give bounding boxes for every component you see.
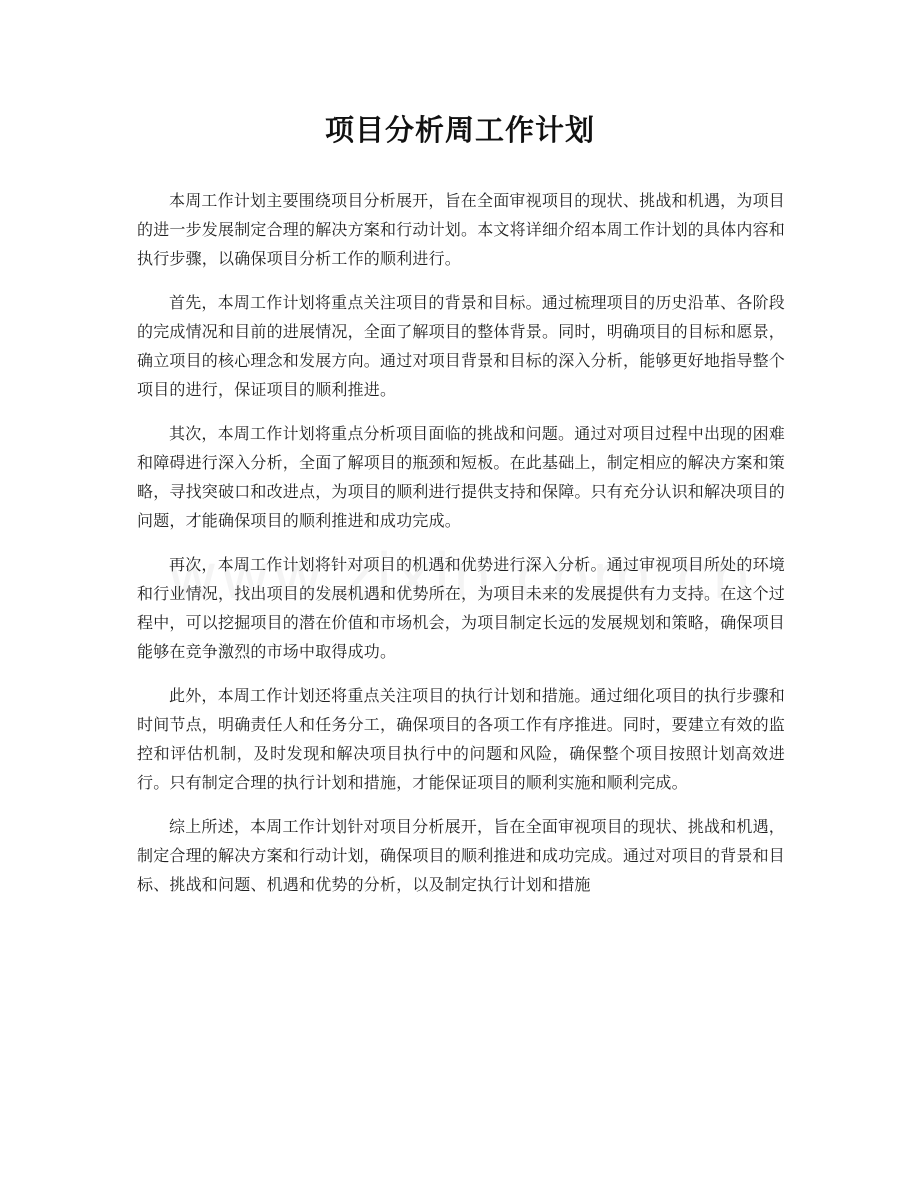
paragraph-intro: 本周工作计划主要围绕项目分析展开，旨在全面审视项目的现状、挑战和机遇，为项目的进一步发展制定合理的解决方案和行动计划。本文将详细介绍本周工作计划的具体内容和执行步骤，以确保项目分析工作的顺利进行。: [137, 191, 786, 268]
paragraph-opportunities: 再次，本周工作计划将针对项目的机遇和优势进行深入分析。通过审视项目所处的环境和行业情况，找出项目的发展机遇和优势所在，为项目未来的发展提供有力支持。在这个过程中，可以挖掘项目的潜在价值和市场机会，为项目制定长远的发展规划和策略，确保项目能够在竞争激烈的市场中取得成功。: [137, 555, 786, 661]
page-title: 项目分析周工作计划: [324, 113, 595, 147]
paragraph-background-goals: 首先，本周工作计划将重点关注项目的背景和目标。通过梳理项目的历史沿革、各阶段的完成情况和目前的进展情况，全面了解项目的整体背景。同时，明确项目的目标和愿景，确立项目的核心理念和发展方向。通过对项目背景和目标的深入分析，能够更好地指导整个项目的进行，保证项目的顺利推进。: [137, 293, 786, 399]
paragraph-execution: 此外，本周工作计划还将重点关注项目的执行计划和措施。通过细化项目的执行步骤和时间节点，明确责任人和任务分工，确保项目的各项工作有序推进。同时，要建立有效的监控和评估机制，及时发现和解决项目执行中的问题和风险，确保整个项目按照计划高效进行。只有制定合理的执行计划和措施，才能保证项目的顺利实施和顺利完成。: [137, 686, 786, 792]
paragraph-summary: 综上所述，本周工作计划针对项目分析展开，旨在全面审视项目的现状、挑战和机遇，制定合理的解决方案和行动计划，确保项目的顺利推进和成功完成。通过对项目的背景和目标、挑战和问题、机遇和优势的分析，以及制定执行计划和措施: [137, 817, 786, 894]
paragraph-challenges: 其次，本周工作计划将重点分析项目面临的挑战和问题。通过对项目过程中出现的困难和障碍进行深入分析，全面了解项目的瓶颈和短板。在此基础上，制定相应的解决方案和策略，寻找突破口和改进点，为项目的顺利进行提供支持和保障。只有充分认识和解决项目的问题，才能确保项目的顺利推进和成功完成。: [137, 424, 786, 530]
document-body: [137, 186, 785, 914]
